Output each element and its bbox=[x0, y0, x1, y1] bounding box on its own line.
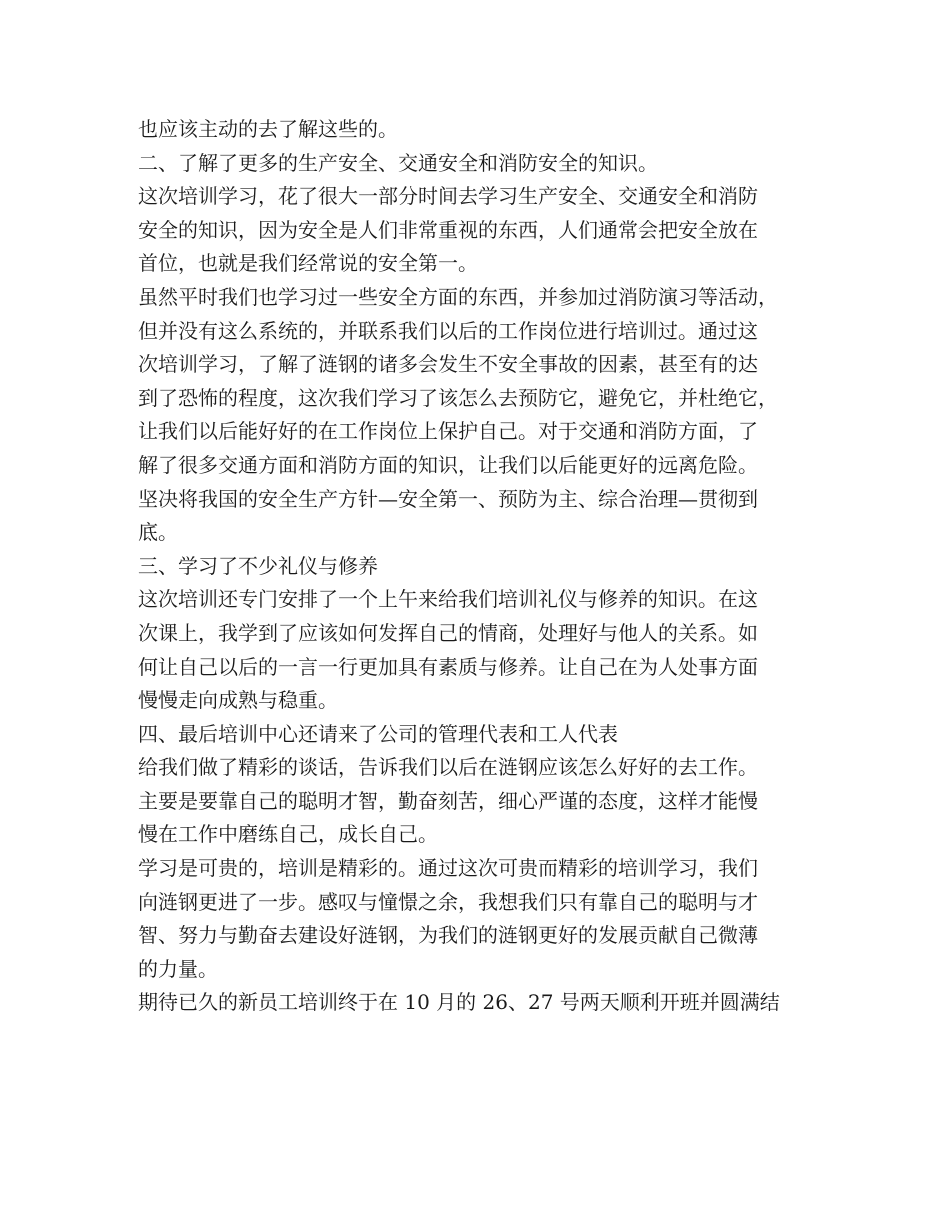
text-line: 给我们做了精彩的谈话，告诉我们以后在涟钢应该怎么好好的去工作。 bbox=[138, 755, 758, 780]
section-heading: 四、最后培训中心还请来了公司的管理代表和工人代表 bbox=[138, 721, 618, 746]
text-line: 但并没有这么系统的，并联系我们以后的工作岗位进行培训过。通过这 bbox=[138, 318, 758, 343]
text-line: 让我们以后能好好的在工作岗位上保护自己。对于交通和消防方面，了 bbox=[138, 419, 758, 444]
text-line: 也应该主动的去了解这些的。 bbox=[138, 117, 398, 141]
text-line: 首位，也就是我们经常说的安全第一。 bbox=[138, 251, 478, 276]
text-line: 向涟钢更进了一步。感叹与憧憬之余，我想我们只有靠自己的聪明与才 bbox=[138, 889, 758, 914]
text-line: 虽然平时我们也学习过一些安全方面的东西，并参加过消防演习等活动， bbox=[138, 284, 778, 309]
text-line: 这次培训还专门安排了一个上午来给我们培训礼仪与修养的知识。在这 bbox=[138, 587, 758, 612]
text-line: 到了恐怖的程度，这次我们学习了该怎么去预防它，避免它，并杜绝它， bbox=[138, 385, 778, 410]
text-line: 解了很多交通方面和消防方面的知识，让我们以后能更好的远离危险。 bbox=[138, 452, 758, 477]
text-line: 慢慢走向成熟与稳重。 bbox=[138, 688, 338, 713]
text-line: 学习是可贵的，培训是精彩的。通过这次可贵而精彩的培训学习，我们 bbox=[138, 856, 758, 881]
text-line: 次课上，我学到了应该如何发挥自己的情商，处理好与他人的关系。如 bbox=[138, 620, 758, 645]
text-line: 次培训学习，了解了涟钢的诸多会发生不安全事故的因素，甚至有的达 bbox=[138, 352, 758, 377]
text-line: 何让自己以后的一言一行更加具有素质与修养。让自己在为人处事方面 bbox=[138, 654, 758, 679]
text-line: 慢在工作中磨练自己，成长自己。 bbox=[138, 822, 438, 847]
text-line: 主要是要靠自己的聪明才智，勤奋刻苦，细心严谨的态度，这样才能慢 bbox=[138, 788, 758, 813]
section-heading: 二、了解了更多的生产安全、交通安全和消防安全的知识。 bbox=[138, 150, 658, 175]
text-line: 智、努力与勤奋去建设好涟钢，为我们的涟钢更好的发展贡献自己微薄 bbox=[138, 923, 758, 948]
body-text bbox=[138, 113, 818, 1020]
text-line: 安全的知识，因为安全是人们非常重视的东西，人们通常会把安全放在 bbox=[138, 217, 758, 242]
text-line: 坚决将我国的安全生产方针—安全第一、预防为主、综合治理—贯彻到 bbox=[138, 486, 758, 511]
text-line: 期待已久的新员工培训终于在 10 月的 26、27 号两天顺利开班并圆满结 bbox=[138, 990, 780, 1015]
section-heading: 三、学习了不少礼仪与修养 bbox=[138, 553, 378, 578]
text-line: 的力量。 bbox=[138, 956, 218, 981]
text-line: 这次培训学习，花了很大一部分时间去学习生产安全、交通安全和消防 bbox=[138, 184, 758, 209]
text-line: 底。 bbox=[138, 520, 178, 545]
